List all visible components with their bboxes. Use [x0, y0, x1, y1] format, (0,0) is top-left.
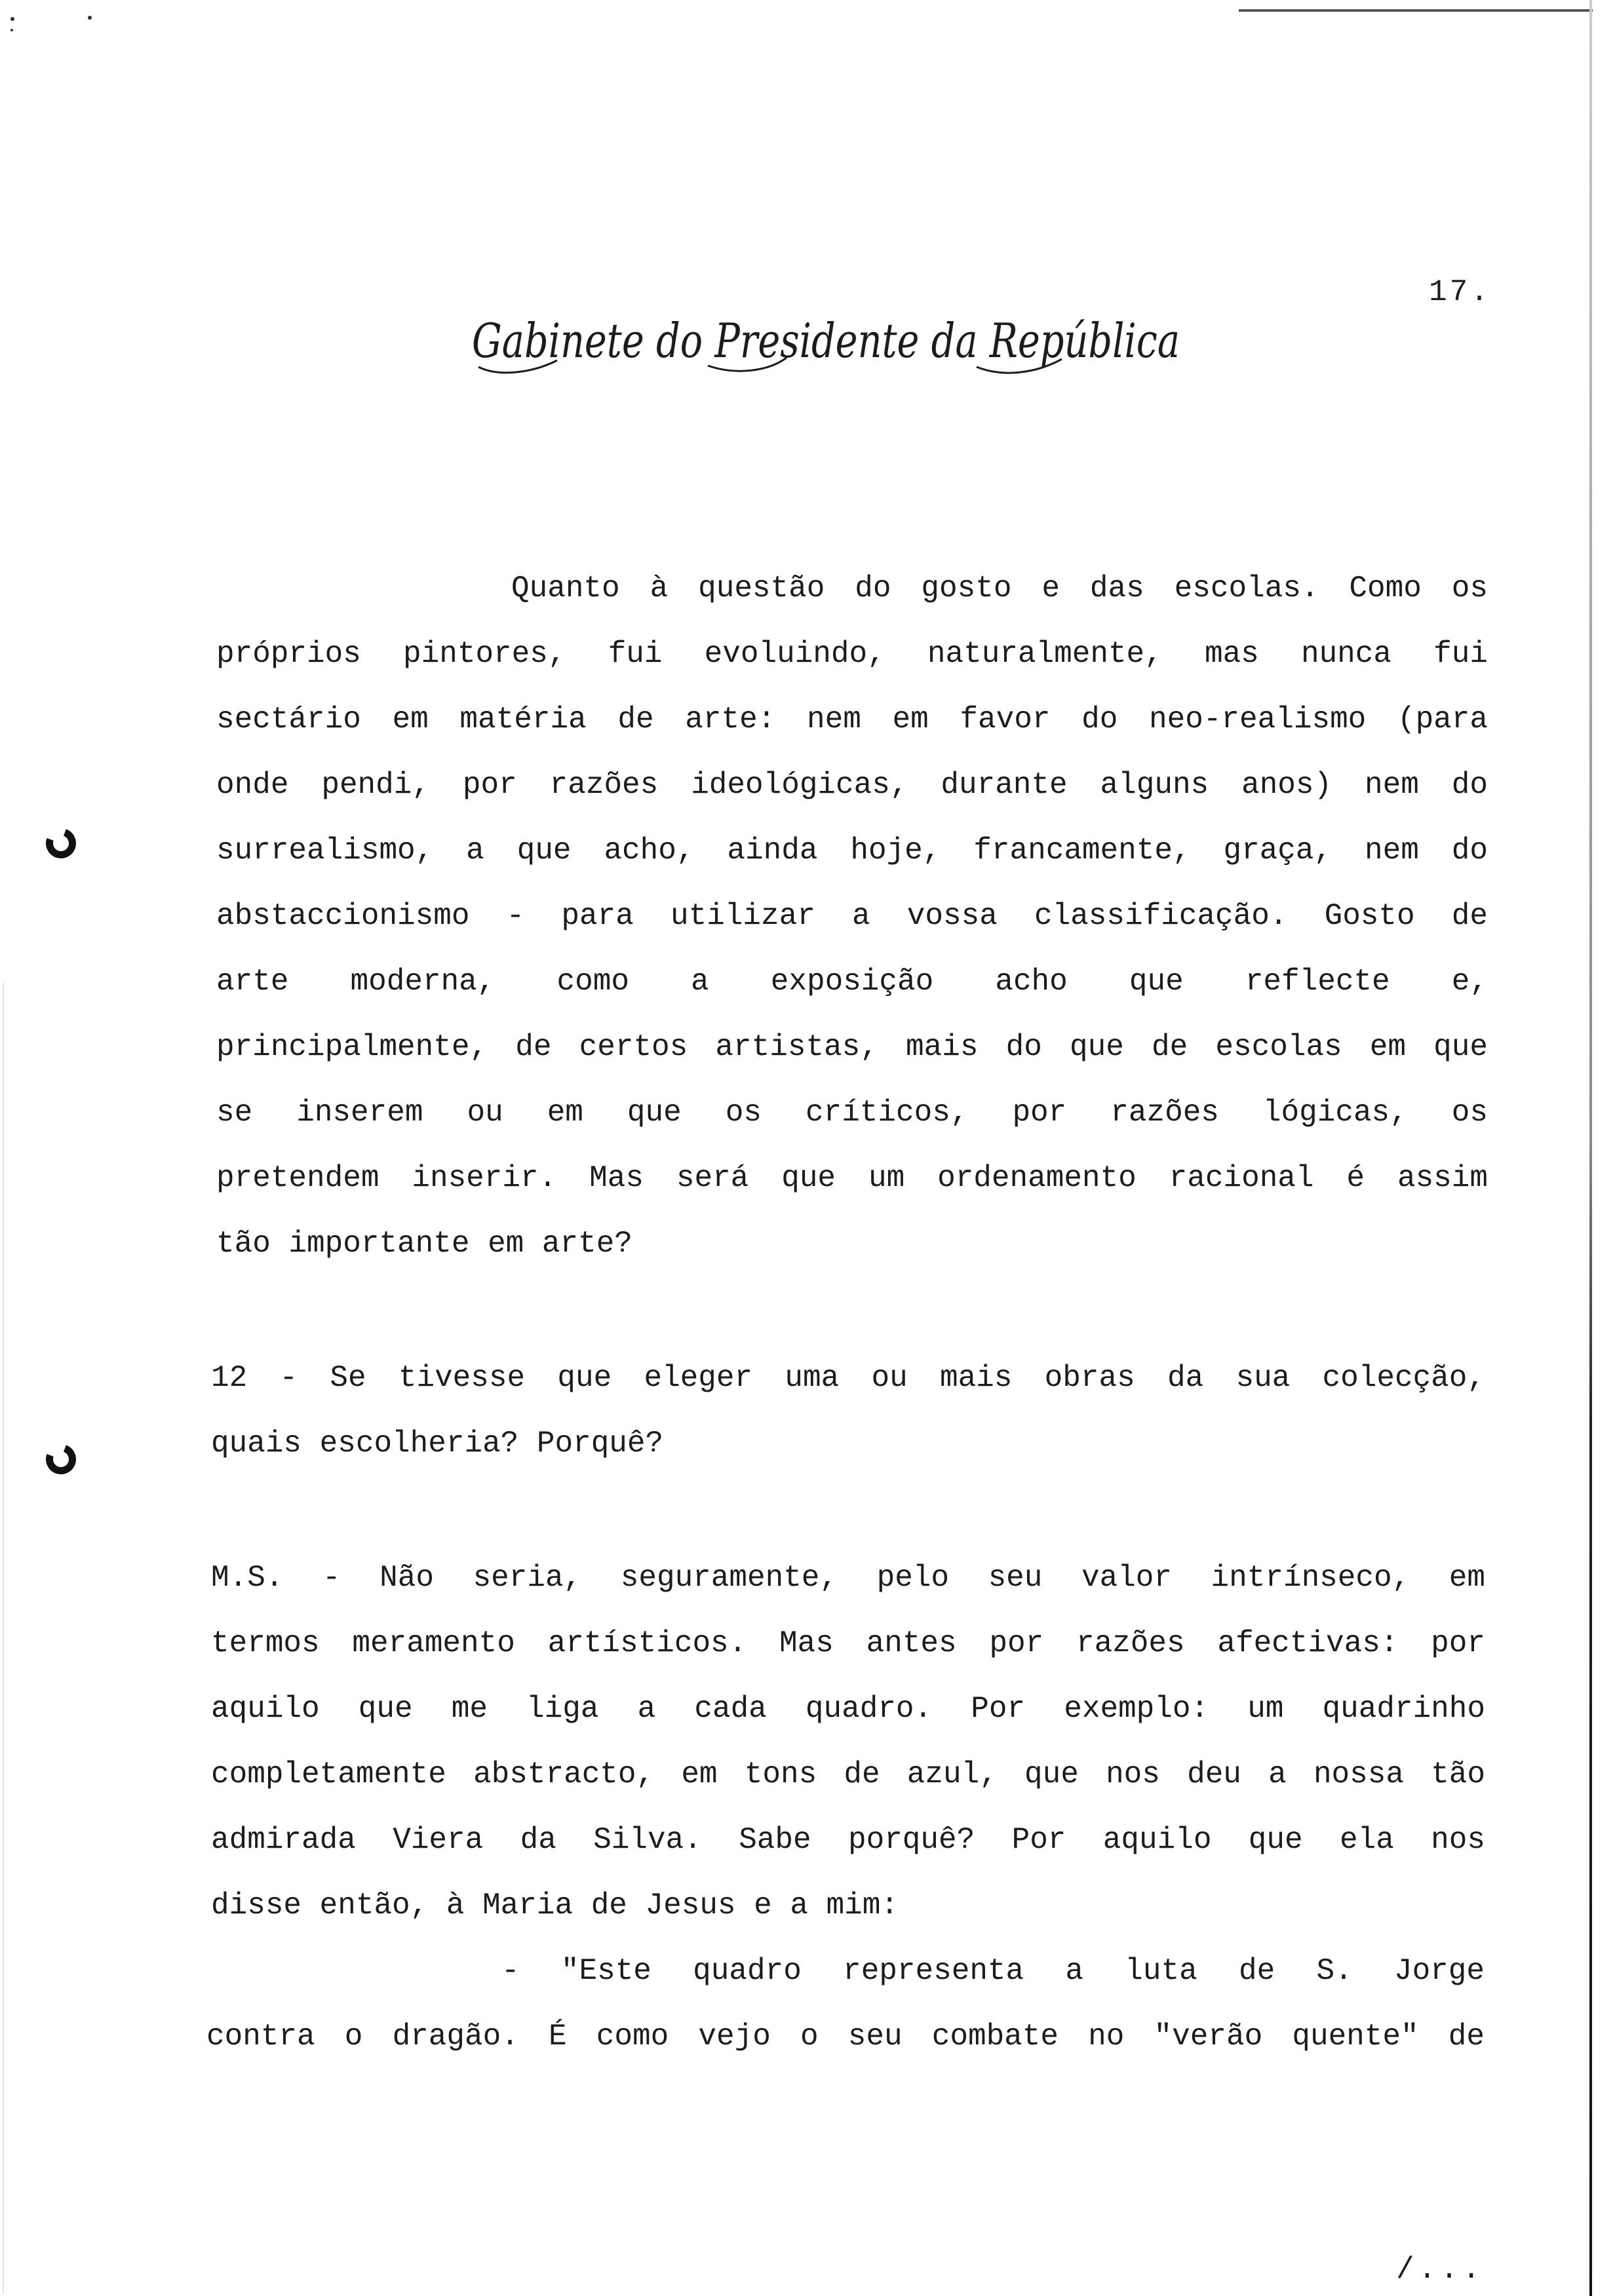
answer-text-line: disse então, à Maria de Jesus e a mim:: [211, 1888, 899, 1923]
body-text-line: onde pendi, por razões ideológicas, durante alguns anos) nem do: [216, 768, 1488, 802]
answer-text-line: aquilo que me liga a cada quadro. Por exemplo: um quadrinho: [211, 1692, 1485, 1726]
question-text-line: 12 - Se tivesse que eleger uma ou mais obras da sua colecção,: [211, 1361, 1485, 1395]
scan-left-edge: [3, 983, 4, 2293]
letterhead-script: [459, 295, 1193, 387]
body-text-line: se inserem ou em que os críticos, por razões lógicas, os: [216, 1096, 1488, 1130]
scan-speck: [88, 16, 92, 20]
answer-text-line: admirada Viera da Silva. Sabe porquê? Por aquilo que ela nos: [211, 1823, 1485, 1857]
body-text-line: tão importante em arte?: [216, 1227, 632, 1261]
answer-text-line: contra o dragão. É como vejo o seu combate no "verão quente" de: [206, 2019, 1485, 2054]
body-text-line: abstaccionismo - para utilizar a vossa classificação. Gosto de: [216, 899, 1488, 933]
scan-top-rule: [1239, 9, 1593, 12]
body-text-line: principalmente, de certos artistas, mais do que de escolas em que: [216, 1030, 1488, 1064]
body-text-line: próprios pintores, fui evoluindo, naturalmente, mas nunca fui: [216, 637, 1488, 671]
answer-text-line: completamente abstracto, em tons de azul, que nos deu a nossa tão: [211, 1757, 1485, 1791]
body-text-line: Quanto à questão do gosto e das escolas. Como os: [511, 571, 1488, 605]
body-text-line: surrealismo, a que acho, ainda hoje, francamente, graça, nem do: [216, 833, 1488, 868]
answer-text-line: - "Este quadro representa a luta de S. Jorge: [501, 1954, 1485, 1988]
page-number: 17.: [1429, 275, 1491, 309]
question-text-line: quais escolheria? Porquê?: [211, 1426, 664, 1461]
letterhead: [459, 295, 1193, 387]
punch-hole-mark: [41, 1439, 81, 1479]
scan-speck: [10, 29, 13, 31]
body-text-line: sectário em matéria de arte: nem em favor do neo-realismo (para: [216, 702, 1488, 737]
answer-text-line: M.S. - Não seria, seguramente, pelo seu valor intrínseco, em: [211, 1561, 1485, 1595]
continuation-mark: /...: [1396, 2253, 1485, 2287]
answer-text-line: termos meramento artísticos. Mas antes por razões afectivas: por: [211, 1626, 1485, 1660]
letterhead-text: Gabinete do Presidente da República: [472, 313, 1180, 368]
scan-speck: [10, 17, 14, 21]
punch-hole-mark: [41, 823, 81, 863]
body-text-line: pretendem inserir. Mas será que um ordenamento racional é assim: [216, 1161, 1488, 1195]
scan-right-edge: [1589, 0, 1592, 2296]
body-text-line: arte moderna, como a exposição acho que reflecte e,: [216, 965, 1488, 999]
